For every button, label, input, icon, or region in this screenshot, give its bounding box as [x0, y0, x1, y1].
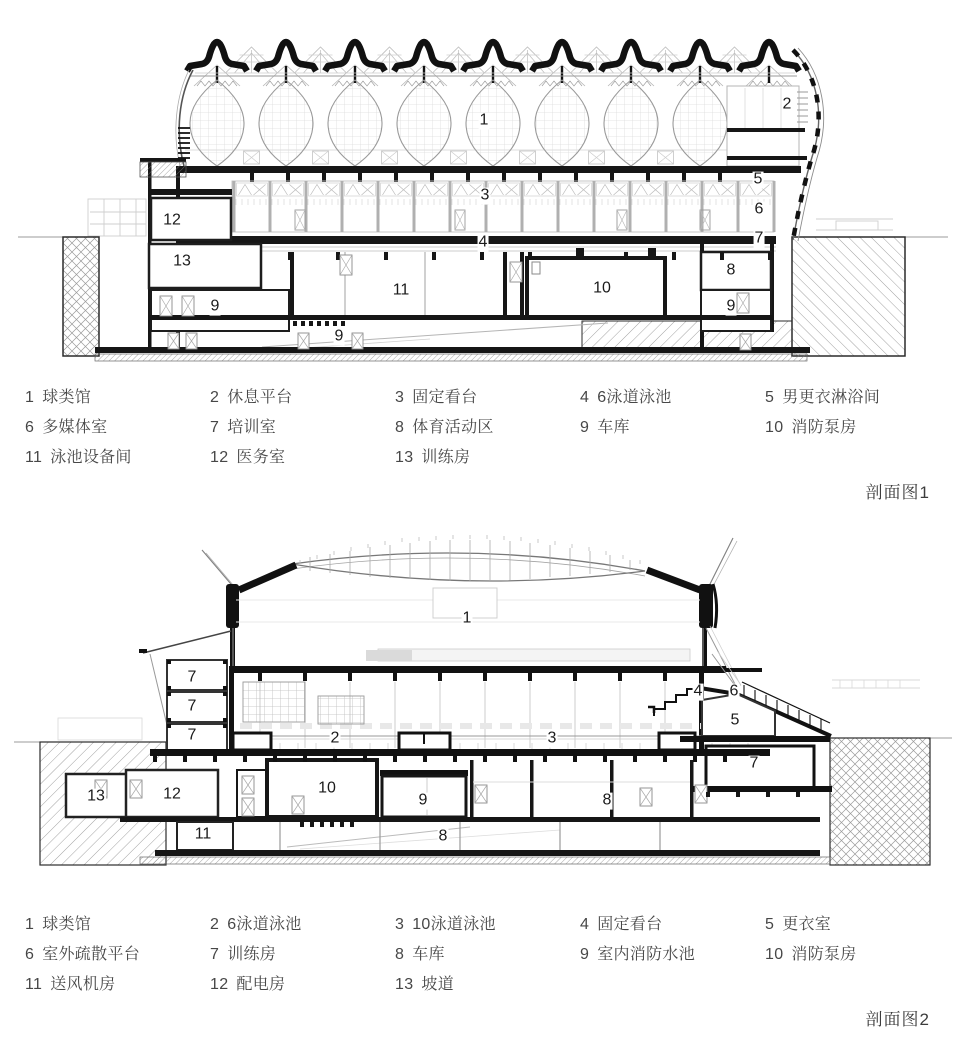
legend-item-label: 消防泵房	[791, 945, 857, 963]
legend-item-label: 室内消防水池	[597, 945, 696, 963]
legend-item-number: 7	[210, 945, 220, 963]
legend-item-label: 6泳道泳池	[227, 915, 302, 933]
legend-item	[25, 941, 210, 964]
legend-row	[0, 380, 960, 410]
legend-item-label: 男更衣淋浴间	[782, 388, 881, 406]
legend-item	[210, 414, 395, 437]
legend-item-number: 12	[210, 975, 229, 993]
legend-row	[0, 410, 960, 440]
legend-item-label: 室外疏散平台	[42, 945, 141, 963]
legend-item-label: 固定看台	[597, 915, 663, 933]
legend-item-label: 多媒体室	[42, 418, 108, 436]
legend-item-label: 更衣室	[782, 915, 832, 933]
legend-item	[210, 384, 395, 407]
legend-item-number: 5	[765, 388, 775, 406]
legend-item-label: 6泳道泳池	[597, 388, 672, 406]
room-label: 5	[753, 170, 763, 188]
room-label: 4	[693, 682, 703, 700]
legend-item-number: 4	[580, 388, 590, 406]
room-10	[267, 760, 377, 817]
legend-item	[580, 384, 765, 407]
legend-item-number: 12	[210, 448, 229, 466]
hall-floor-slab	[176, 166, 801, 173]
legend-item-number: 6	[25, 418, 35, 436]
room-label: 4	[478, 233, 488, 251]
legend-item-label: 训练房	[227, 945, 277, 963]
legend-item-number: 13	[395, 975, 414, 993]
figure-caption-1: 剖面图1	[865, 483, 930, 502]
room-label: 1	[479, 111, 489, 129]
legend-item-number: 4	[580, 915, 590, 933]
room-label: 10	[593, 279, 611, 297]
legend-item-number: 9	[580, 418, 590, 436]
legend-item-number: 8	[395, 418, 405, 436]
legend-item-label: 消防泵房	[791, 418, 857, 436]
legend-item	[210, 971, 395, 994]
room-9	[382, 776, 466, 817]
legend-item	[395, 911, 580, 934]
legend-item-number: 2	[210, 388, 220, 406]
room-label: 11	[392, 281, 410, 299]
room-label: 12	[163, 211, 181, 229]
room-label: 8	[726, 261, 736, 279]
legend-item-number: 10	[765, 945, 784, 963]
room-label: 8	[602, 791, 612, 809]
room-label: 9	[210, 297, 220, 315]
room-label: 6	[729, 682, 739, 700]
legend-row	[0, 937, 960, 967]
section-drawing-2	[0, 530, 960, 880]
room-label: 2	[330, 729, 340, 747]
legend-item	[25, 971, 210, 994]
fixed-stand-steps	[654, 689, 699, 716]
legend-row	[0, 440, 960, 470]
legend-item-number: 5	[765, 915, 775, 933]
legend-item-number: 3	[395, 915, 405, 933]
room-label: 9	[334, 327, 344, 345]
legend-item-label: 泳池设备间	[50, 448, 132, 466]
legend-item-number: 8	[395, 945, 405, 963]
room-label: 5	[730, 711, 740, 729]
legend-item-label: 培训室	[227, 418, 277, 436]
room-label: 9	[418, 791, 428, 809]
legend-item-label: 体育活动区	[412, 418, 494, 436]
legend-item	[25, 444, 210, 467]
room-label: 13	[87, 787, 105, 805]
room-label: 1	[462, 609, 472, 627]
legend-item-number: 13	[395, 448, 414, 466]
legend-item-number: 11	[25, 448, 43, 466]
legend-item-number: 10	[765, 418, 784, 436]
legend-item-label: 训练房	[421, 448, 471, 466]
legend-item-label: 固定看台	[412, 388, 478, 406]
room-10	[527, 258, 665, 317]
room-11	[177, 822, 233, 850]
room-label: 3	[480, 186, 490, 204]
legend-row	[0, 967, 960, 997]
room-label: 3	[547, 729, 557, 747]
room-label: 9	[726, 297, 736, 315]
legend-item-label: 配电房	[236, 975, 286, 993]
legend-item	[395, 444, 580, 467]
legend-item	[395, 971, 580, 994]
room-label: 8	[438, 827, 448, 845]
legend-item	[395, 414, 580, 437]
legend-item	[580, 414, 765, 437]
legend-item-number: 2	[210, 915, 220, 933]
legend-item	[210, 941, 395, 964]
room-label: 11	[194, 825, 212, 843]
legend-item-number: 3	[395, 388, 405, 406]
rest-platform-room	[727, 86, 808, 166]
legend-item-label: 球类馆	[42, 388, 92, 406]
legend-item-label: 车库	[412, 945, 445, 963]
legend-item	[765, 414, 950, 437]
stand-window-band	[232, 170, 776, 232]
lens-structure-bays	[190, 80, 727, 166]
legend-item	[765, 941, 950, 964]
legend-section-1	[0, 380, 960, 470]
legend-item-number: 7	[210, 418, 220, 436]
room-label: 7	[749, 754, 759, 772]
legend-item	[580, 911, 765, 934]
room-label: 13	[173, 252, 191, 270]
legend-section-2	[0, 907, 960, 997]
section-drawing-1	[0, 0, 960, 375]
legend-item-label: 送风机房	[50, 975, 116, 993]
room-13	[149, 244, 261, 288]
legend-item-number: 6	[25, 945, 35, 963]
legend-item	[25, 414, 210, 437]
legend-item-number: 11	[25, 975, 43, 993]
legend-item-label: 车库	[597, 418, 630, 436]
legend-row	[0, 907, 960, 937]
left-training-stack	[167, 660, 227, 752]
pool-deck	[230, 682, 770, 756]
legend-item-label: 10泳道泳池	[412, 915, 496, 933]
roof-truss-ticks	[300, 535, 640, 581]
legend-item-label: 休息平台	[227, 388, 293, 406]
legend-item-label: 坡道	[421, 975, 455, 993]
legend-item	[395, 941, 580, 964]
room-label: 6	[754, 200, 764, 218]
room-label: 2	[782, 95, 792, 113]
legend-item	[25, 911, 210, 934]
legend-item	[580, 941, 765, 964]
legend-item-number: 1	[25, 388, 35, 406]
legend-item	[765, 911, 950, 934]
room-label: 10	[318, 779, 336, 797]
figure-caption-2: 剖面图2	[865, 1010, 930, 1029]
legend-item	[25, 384, 210, 407]
legend-item	[765, 384, 950, 407]
room-label: 7	[754, 229, 764, 247]
room-9-right	[701, 290, 771, 331]
room-label: 12	[163, 785, 181, 803]
legend-item-number: 9	[580, 945, 590, 963]
room-12	[151, 198, 231, 240]
room-label: 7	[187, 668, 197, 686]
legend-item-number: 1	[25, 915, 35, 933]
room-5	[702, 694, 775, 736]
legend-item	[395, 384, 580, 407]
room-label: 7	[187, 697, 197, 715]
room-8	[701, 252, 771, 290]
room-label: 7	[187, 726, 197, 744]
pool-deck-slab	[176, 233, 776, 251]
legend-item	[210, 444, 395, 467]
legend-item-label: 球类馆	[42, 915, 92, 933]
legend-item	[210, 911, 395, 934]
legend-item-label: 医务室	[236, 448, 286, 466]
